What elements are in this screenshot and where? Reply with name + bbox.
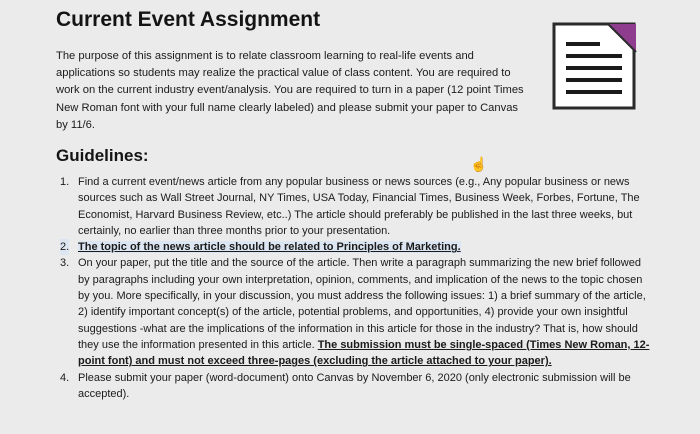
item-emphasis: The submission must be single-spaced (Times New Roman, 12-point font) and must not exceed three-pages (excluding the article attached to your paper). (78, 338, 650, 368)
item-number: 2. (60, 239, 69, 255)
item-number: 3. (60, 257, 70, 270)
guidelines-list (60, 174, 650, 402)
document-icon (552, 22, 638, 110)
item-text: The topic of the news article should be related to Principles of Marketing. (78, 241, 461, 254)
hand-pointer-icon: ☝ (470, 156, 488, 172)
guideline-item-1 (60, 174, 650, 239)
intro-paragraph: The purpose of this assignment is to relate classroom learning to real-life events and applications so students may realize the practical value of class content. You are required to work on the current industry event/analysis. You are required to turn in a paper (12 point Times New Roman font with your full name clearly labeled) and please submit your paper to Canvas by 11/6. (56, 50, 524, 131)
item-number: 1. (60, 176, 70, 188)
item-text: Please submit your paper (word-document) onto Canvas by November 6, 2020 (only electronic submission will be accepted). (78, 371, 631, 400)
item-number: 4. (60, 371, 70, 384)
guidelines-heading: Guidelines: (56, 146, 149, 165)
item-text: On your paper, put the title and the source of the article. Then write a paragraph summarizing the new brief followed by paragraphs including your own interpretation, opinion, comments, and implication of the news to the topic chosen by you. More specifically, in your discussion, you must address the following issues: 1) a brief summary of the article, 2) identify important concept(s) of the article, potential problems, and opportunities, 4) provide your own insightful suggestions -what are the implications of the information in this article for those in the industry? That is, how should they use the information presented in this article. (78, 257, 646, 351)
guideline-item-2 (60, 239, 650, 255)
page-title: Current Event Assignment (56, 8, 321, 31)
guideline-item-4 (60, 370, 650, 403)
guideline-item-3 (60, 255, 650, 369)
item-text: Find a current event/news article from any popular business or news sources (e.g., Any popular business or news sources such as Wall Street Journal, NY Times, USA Today, Financial Times, Business Week, Forbes, Fortune, The Economist, Harvard Business Review, etc..) The article should preferably be published in the last three weeks, but certainly, no earlier than three months prior to your presentation. (78, 176, 640, 237)
